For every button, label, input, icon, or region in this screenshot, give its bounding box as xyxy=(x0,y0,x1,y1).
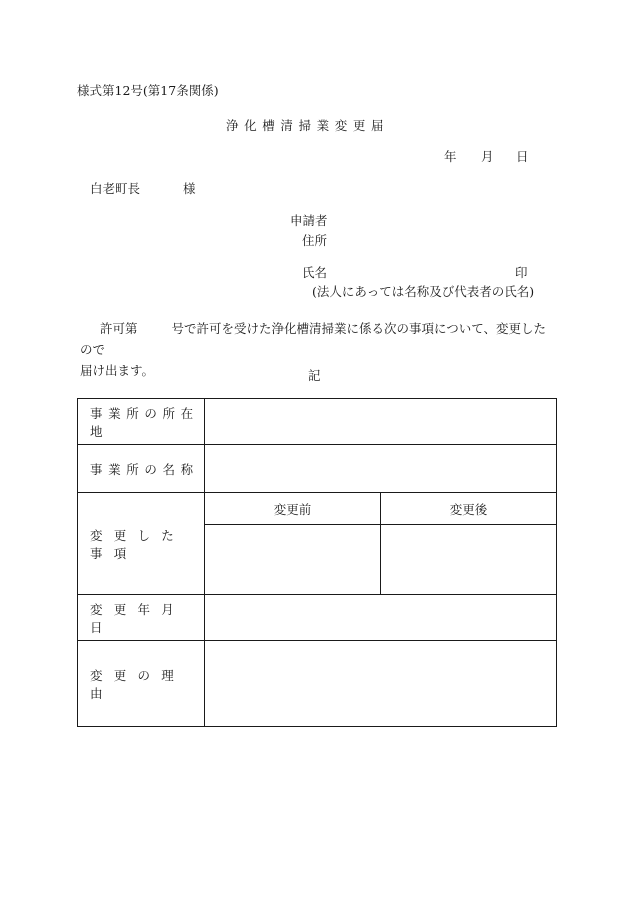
reason-value-cell[interactable] xyxy=(205,641,557,727)
before-value-cell[interactable] xyxy=(205,525,381,595)
date-value-cell[interactable] xyxy=(205,595,557,641)
date-year-label: 年 xyxy=(444,149,457,164)
row-changed-label: 変更した事項 xyxy=(78,493,205,595)
applicant-heading: 申請者 xyxy=(290,213,328,228)
change-form-table xyxy=(77,398,557,727)
date-day-label: 日 xyxy=(516,149,529,164)
row-location-label: 事業所の所在地 xyxy=(78,399,205,445)
row-reason-label: 変更の理由 xyxy=(78,641,205,727)
after-column-header: 変更後 xyxy=(381,493,557,525)
addressee-honorific: 様 xyxy=(183,181,196,196)
form-title: 浄化槽清掃業変更届 xyxy=(226,118,390,133)
ki-heading: 記 xyxy=(308,368,321,383)
after-value-cell[interactable] xyxy=(381,525,557,595)
before-column-header: 変更前 xyxy=(205,493,381,525)
statement-line2: 届け出ます。 xyxy=(80,363,155,378)
row-date-label: 変更年月日 xyxy=(78,595,205,641)
applicant-name-label: 氏名 xyxy=(302,265,328,280)
statement-line1: 号で許可を受けた浄化槽清掃業に係る次の事項について、変更したので xyxy=(80,321,547,357)
applicant-address-label: 住所 xyxy=(302,233,328,248)
row-name-label: 事業所の名称 xyxy=(78,445,205,493)
location-value-cell[interactable] xyxy=(205,399,557,445)
seal-label: 印 xyxy=(515,265,528,280)
form-number: 様式第12号(第17条関係) xyxy=(77,83,219,98)
corporation-note: (法人にあっては名称及び代表者の氏名) xyxy=(312,284,535,299)
date-month-label: 月 xyxy=(481,149,494,164)
statement-permit-prefix: 許可第 xyxy=(100,321,138,336)
name-value-cell[interactable] xyxy=(205,445,557,493)
addressee-name: 白老町長 xyxy=(90,181,141,196)
